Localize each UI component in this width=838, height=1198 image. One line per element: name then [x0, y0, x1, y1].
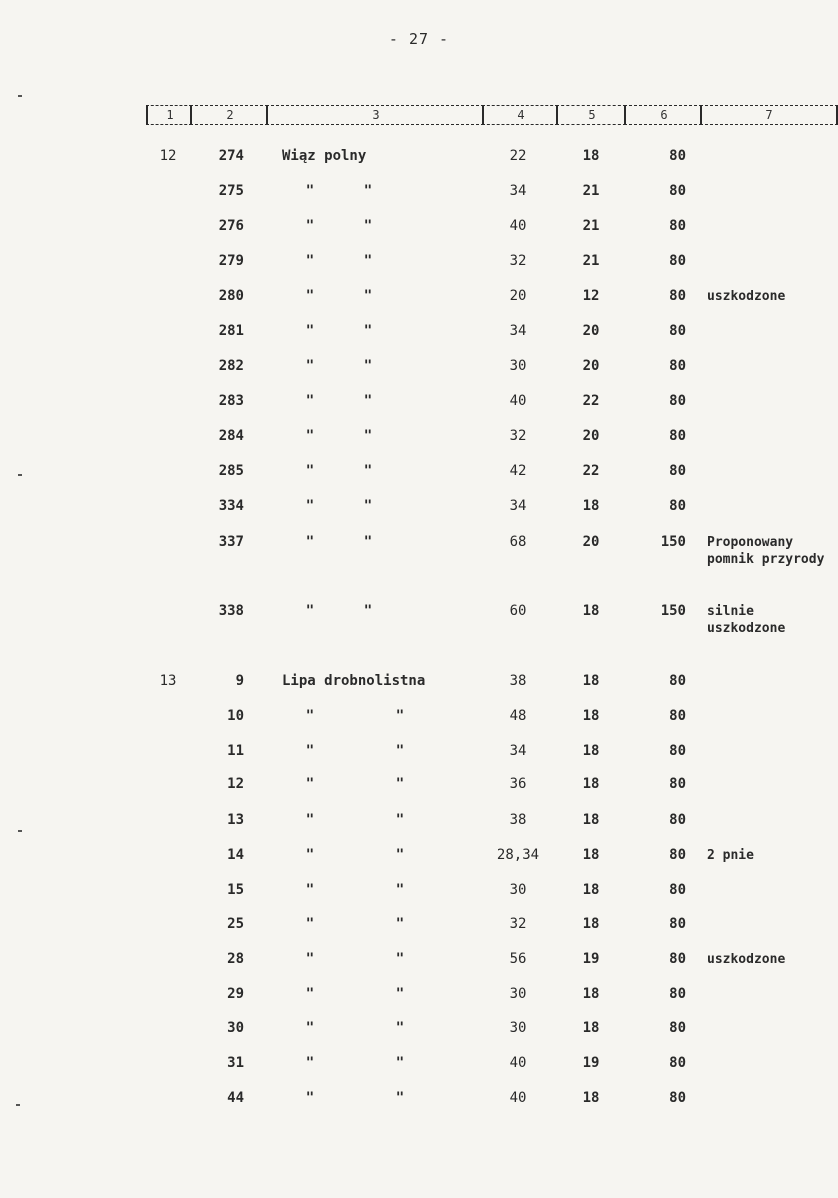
age-value: 80 [669, 916, 686, 932]
circumference-value: 42 [509, 463, 527, 479]
header-column-7: 7 [700, 105, 838, 125]
circumference-value: 40 [509, 393, 527, 409]
age-value: 80 [669, 847, 686, 863]
ditto-mark: " [305, 776, 315, 792]
remark-text: uszkodzone [707, 289, 786, 304]
age-value: 80 [669, 986, 686, 1002]
ditto-mark: " [395, 776, 405, 792]
ditto-mark: " [305, 463, 315, 479]
table-row [0, 393, 838, 415]
circumference-value: 68 [509, 534, 527, 550]
tree-number: 283 [218, 393, 244, 409]
tree-number: 275 [218, 183, 244, 199]
age-value: 80 [669, 148, 686, 164]
ditto-mark: " [305, 847, 315, 863]
tree-number: 9 [235, 673, 244, 689]
ditto-mark: " [395, 951, 405, 967]
ditto-mark: " [305, 218, 315, 234]
height-value: 22 [582, 463, 600, 479]
header-column-6: 6 [624, 105, 702, 125]
ditto-mark: " [305, 603, 315, 619]
age-value: 80 [669, 288, 686, 304]
age-value: 150 [660, 603, 686, 619]
ditto-mark: " [305, 323, 315, 339]
circumference-value: 22 [509, 148, 527, 164]
tree-number: 13 [227, 812, 244, 828]
tree-number: 29 [227, 986, 244, 1002]
table-row [0, 882, 838, 904]
circumference-value: 48 [509, 708, 527, 724]
ditto-mark: " [363, 463, 373, 479]
age-value: 80 [669, 708, 686, 724]
tree-number: 280 [218, 288, 244, 304]
table-row [0, 951, 838, 973]
tree-number: 338 [218, 603, 244, 619]
table-row [0, 323, 838, 345]
height-value: 18 [582, 148, 600, 164]
table-row [0, 148, 838, 170]
height-value: 19 [582, 951, 600, 967]
ditto-mark: " [305, 1090, 315, 1106]
ditto-mark: " [363, 323, 373, 339]
height-value: 20 [582, 358, 600, 374]
age-value: 80 [669, 743, 686, 759]
paper-speck [18, 830, 22, 832]
table-row [0, 708, 838, 730]
table-row [0, 288, 838, 310]
tree-number: 337 [218, 534, 244, 550]
circumference-value: 20 [509, 288, 527, 304]
ditto-mark: " [395, 916, 405, 932]
table-row [0, 1090, 838, 1112]
ditto-mark: " [305, 708, 315, 724]
age-value: 150 [660, 534, 686, 550]
age-value: 80 [669, 358, 686, 374]
ditto-mark: " [305, 498, 315, 514]
height-value: 12 [582, 288, 600, 304]
ditto-mark: " [305, 812, 315, 828]
table-row [0, 428, 838, 450]
height-value: 22 [582, 393, 600, 409]
header-column-3: 3 [266, 105, 484, 125]
age-value: 80 [669, 951, 686, 967]
ditto-mark: " [395, 847, 405, 863]
ditto-mark: " [305, 183, 315, 199]
table-row [0, 776, 838, 798]
table-row [0, 463, 838, 485]
height-value: 20 [582, 534, 600, 550]
ditto-mark: " [305, 428, 315, 444]
ditto-mark: " [395, 882, 405, 898]
circumference-value: 56 [509, 951, 527, 967]
height-value: 18 [582, 916, 600, 932]
circumference-value: 40 [509, 1090, 527, 1106]
circumference-value: 34 [509, 183, 527, 199]
circumference-value: 40 [509, 218, 527, 234]
circumference-value: 30 [509, 358, 527, 374]
height-value: 18 [582, 498, 600, 514]
ditto-mark: " [305, 358, 315, 374]
ditto-mark: " [305, 534, 315, 550]
age-value: 80 [669, 463, 686, 479]
species-name: Wiąz polny [282, 148, 367, 164]
height-value: 18 [582, 986, 600, 1002]
ditto-mark: " [305, 951, 315, 967]
tree-number: 10 [227, 708, 244, 724]
circumference-value: 34 [509, 323, 527, 339]
table-row [0, 534, 838, 567]
circumference-value: 38 [509, 673, 527, 689]
header-column-2: 2 [190, 105, 268, 125]
table-row [0, 673, 838, 695]
paper-speck [16, 1104, 20, 1106]
tree-number: 25 [227, 916, 244, 932]
ditto-mark: " [395, 1020, 405, 1036]
ditto-mark: " [363, 253, 373, 269]
height-value: 18 [582, 743, 600, 759]
age-value: 80 [669, 498, 686, 514]
circumference-value: 30 [509, 882, 527, 898]
ditto-mark: " [363, 498, 373, 514]
height-value: 19 [582, 1055, 600, 1071]
circumference-value: 40 [509, 1055, 527, 1071]
tree-number: 276 [218, 218, 244, 234]
age-value: 80 [669, 673, 686, 689]
circumference-value: 38 [509, 812, 527, 828]
height-value: 21 [582, 253, 600, 269]
circumference-value: 32 [509, 428, 527, 444]
tree-number: 284 [218, 428, 244, 444]
tree-number: 28 [227, 951, 244, 967]
ditto-mark: " [363, 428, 373, 444]
tree-number: 334 [218, 498, 244, 514]
header-column-1: 1 [146, 105, 192, 125]
header-column-5: 5 [556, 105, 626, 125]
circumference-value: 28,34 [496, 847, 540, 863]
height-value: 21 [582, 183, 600, 199]
table-row [0, 986, 838, 1008]
table-row [0, 183, 838, 205]
ditto-mark: " [395, 708, 405, 724]
age-value: 80 [669, 1090, 686, 1106]
circumference-value: 36 [509, 776, 527, 792]
ditto-mark: " [363, 393, 373, 409]
ditto-mark: " [305, 916, 315, 932]
height-value: 18 [582, 847, 600, 863]
header-column-4: 4 [482, 105, 558, 125]
circumference-value: 32 [509, 916, 527, 932]
circumference-value: 60 [509, 603, 527, 619]
height-value: 20 [582, 428, 600, 444]
tree-number: 282 [218, 358, 244, 374]
table-row [0, 1020, 838, 1042]
remark-text: 2 pnie [707, 848, 754, 863]
tree-number: 14 [227, 847, 244, 863]
tree-number: 15 [227, 882, 244, 898]
ditto-mark: " [305, 288, 315, 304]
circumference-value: 34 [509, 498, 527, 514]
age-value: 80 [669, 323, 686, 339]
table-row [0, 847, 838, 869]
height-value: 18 [582, 1020, 600, 1036]
ditto-mark: " [363, 288, 373, 304]
age-value: 80 [669, 218, 686, 234]
species-name: Lipa drobnolistna [282, 673, 426, 689]
ditto-mark: " [395, 812, 405, 828]
table-row [0, 603, 838, 636]
age-value: 80 [669, 1020, 686, 1036]
table-row [0, 1055, 838, 1077]
ditto-mark: " [363, 603, 373, 619]
tree-number: 285 [218, 463, 244, 479]
group-number: 12 [159, 148, 177, 164]
circumference-value: 32 [509, 253, 527, 269]
ditto-mark: " [363, 358, 373, 374]
tree-number: 30 [227, 1020, 244, 1036]
tree-number: 11 [227, 743, 244, 759]
age-value: 80 [669, 1055, 686, 1071]
group-number: 13 [159, 673, 177, 689]
table-row [0, 498, 838, 520]
table-row [0, 743, 838, 765]
ditto-mark: " [395, 1055, 405, 1071]
table-row [0, 358, 838, 380]
ditto-mark: " [305, 882, 315, 898]
age-value: 80 [669, 253, 686, 269]
remark-text: uszkodzone [707, 952, 786, 967]
height-value: 18 [582, 882, 600, 898]
height-value: 18 [582, 603, 600, 619]
height-value: 18 [582, 1090, 600, 1106]
page-number: - 27 - [388, 30, 450, 48]
circumference-value: 30 [509, 1020, 527, 1036]
height-value: 18 [582, 708, 600, 724]
remark-text: silnie uszkodzone [707, 604, 786, 636]
circumference-value: 34 [509, 743, 527, 759]
circumference-value: 30 [509, 986, 527, 1002]
tree-number: 31 [227, 1055, 244, 1071]
height-value: 21 [582, 218, 600, 234]
ditto-mark: " [305, 393, 315, 409]
age-value: 80 [669, 882, 686, 898]
age-value: 80 [669, 183, 686, 199]
age-value: 80 [669, 393, 686, 409]
ditto-mark: " [363, 218, 373, 234]
paper-speck [18, 474, 22, 476]
age-value: 80 [669, 776, 686, 792]
table-row [0, 916, 838, 938]
remark-text: Proponowany pomnik przyrody [707, 535, 825, 567]
ditto-mark: " [395, 1090, 405, 1106]
ditto-mark: " [395, 986, 405, 1002]
ditto-mark: " [305, 986, 315, 1002]
height-value: 18 [582, 673, 600, 689]
ditto-mark: " [305, 743, 315, 759]
ditto-mark: " [305, 1020, 315, 1036]
ditto-mark: " [363, 183, 373, 199]
ditto-mark: " [305, 1055, 315, 1071]
paper-speck [18, 95, 22, 97]
ditto-mark: " [363, 534, 373, 550]
age-value: 80 [669, 428, 686, 444]
tree-number: 44 [227, 1090, 244, 1106]
height-value: 20 [582, 323, 600, 339]
table-row [0, 218, 838, 240]
table-row [0, 253, 838, 275]
tree-number: 12 [227, 776, 244, 792]
table-row [0, 812, 838, 834]
tree-number: 274 [218, 148, 244, 164]
height-value: 18 [582, 812, 600, 828]
tree-number: 279 [218, 253, 244, 269]
age-value: 80 [669, 812, 686, 828]
ditto-mark: " [305, 253, 315, 269]
tree-number: 281 [218, 323, 244, 339]
ditto-mark: " [395, 743, 405, 759]
height-value: 18 [582, 776, 600, 792]
